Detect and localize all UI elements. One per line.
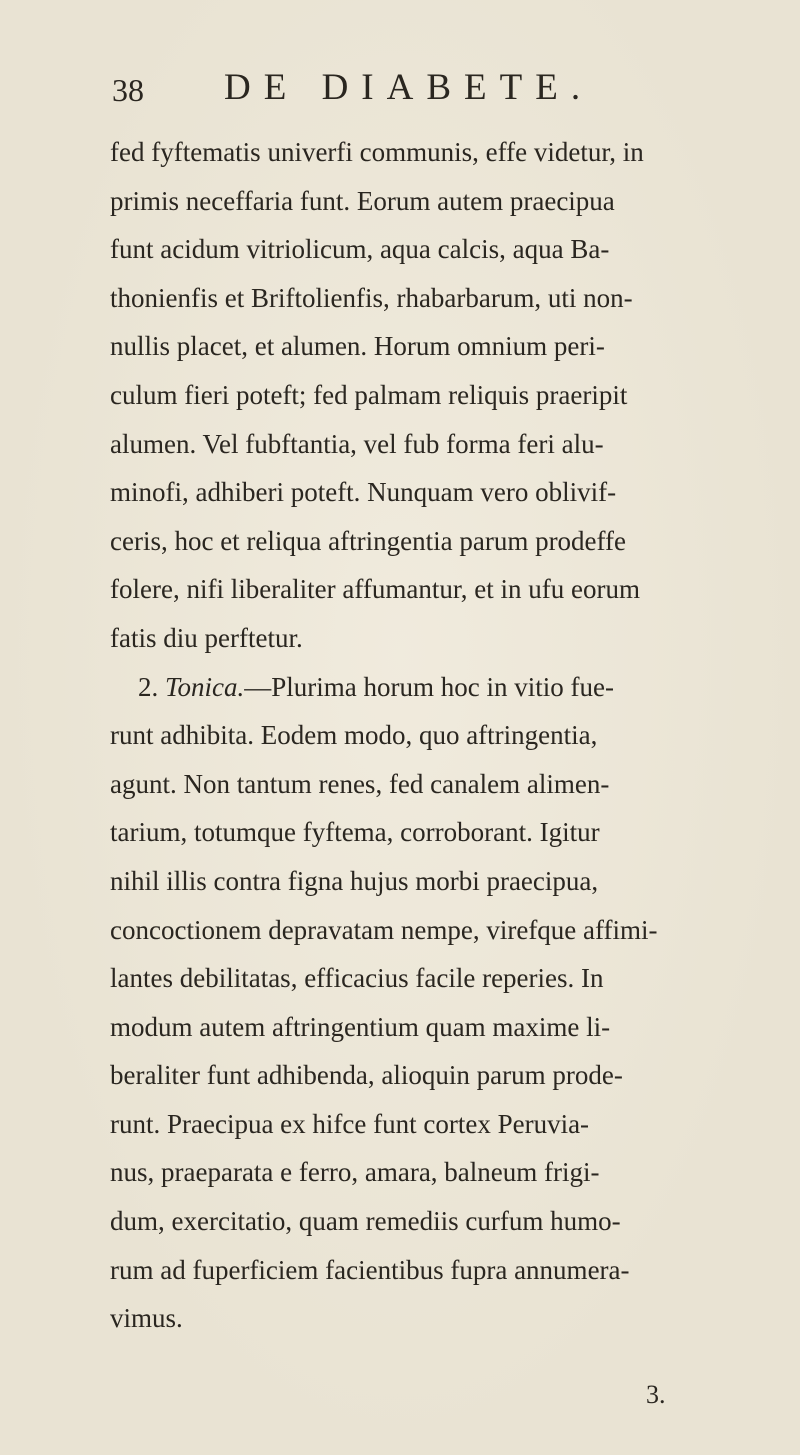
- page-header: [112, 64, 712, 114]
- page-number: 38: [112, 72, 144, 108]
- section-number: 2.: [138, 671, 159, 702]
- text-line: ceris, hoc et reliqua aftringentia parum prodeffe: [110, 525, 627, 556]
- section-heading-line: [110, 663, 730, 712]
- text-line: beraliter funt adhibenda, alioquin parum prode-: [110, 1060, 623, 1091]
- catchword: 3.: [646, 1380, 666, 1409]
- text-line: nus, praeparata e ferro, amara, balneum frigi-: [110, 1157, 600, 1188]
- text-line: modum autem aftringentium quam maxime li-: [110, 1011, 611, 1042]
- text-line: agunt. Non tantum renes, fed canalem alimen-: [110, 768, 610, 799]
- text-line: lantes debilitatas, efficacius facile reperies. In: [110, 963, 604, 994]
- text-line: primis neceffaria funt. Eorum autem praecipua: [110, 185, 615, 216]
- text-line: thonienfis et Briftolienfis, rhabarbarum, uti non-: [110, 282, 633, 313]
- text-line: culum fieri poteft; fed palmam reliquis praeripit: [110, 379, 628, 410]
- text-line: minofi, adhiberi poteft. Nunquam vero oblivif-: [110, 477, 617, 508]
- section-title: Tonica.: [165, 671, 245, 702]
- text-line: fed fyftematis univerfi communis, effe videtur, in: [110, 137, 644, 167]
- text-line: vimus.: [110, 1303, 183, 1334]
- text-line: nihil illis contra figna hujus morbi praecipua,: [110, 865, 599, 896]
- text-line: funt acidum vitriolicum, aqua calcis, aqua Ba-: [110, 234, 610, 265]
- text-line: runt. Praecipua ex hifce funt cortex Peruvia-: [110, 1108, 590, 1139]
- text-line: nullis placet, et alumen. Horum omnium peri-: [110, 331, 605, 362]
- text-line: dum, exercitatio, quam remediis curfum humo-: [110, 1206, 621, 1237]
- text-line: runt adhibita. Eodem modo, quo aftringentia,: [110, 720, 598, 751]
- text-line: concoctionem depravatam nempe, virefque affimi-: [110, 914, 658, 945]
- body-text: [110, 128, 730, 1343]
- text-line: tarium, totumque fyftema, corroborant. Igitur: [110, 817, 600, 848]
- running-title: DE DIABETE.: [224, 67, 594, 108]
- text-line: fatis diu perftetur.: [110, 622, 303, 653]
- text-line: folere, nifi liberaliter affumantur, et in ufu eorum: [110, 574, 640, 605]
- section-first-line-text: —Plurima horum hoc in vitio fue-: [244, 671, 614, 702]
- text-line: alumen. Vel fubftantia, vel fub forma feri alu-: [110, 428, 604, 459]
- text-line: rum ad fuperficiem facientibus fupra annumera-: [110, 1254, 630, 1285]
